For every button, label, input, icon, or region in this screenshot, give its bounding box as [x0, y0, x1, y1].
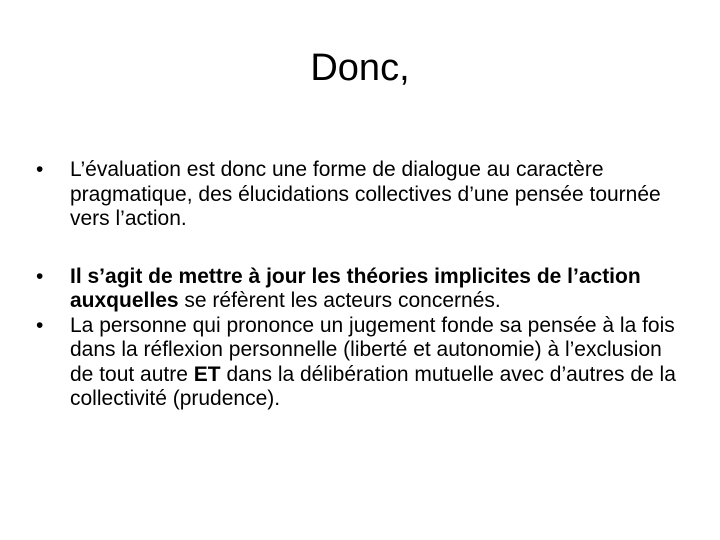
bullet-marker: •: [36, 264, 44, 288]
bullet-text: L’évaluation est donc une forme de dialogue au caractère pragmatique, des élucidations collectives d’une pensée tournée vers l’action.: [70, 158, 661, 230]
bullet-item-3: [36, 314, 676, 412]
bullet-marker: •: [36, 313, 44, 337]
bullet-bold-text: Il s’agit de mettre à jour les théories implicites de l’action auxquelles: [70, 264, 641, 312]
slide-body: [36, 158, 676, 412]
bullet-bold-text: ET: [193, 362, 221, 386]
bullet-text: se réfèrent les acteurs concernés.: [178, 289, 501, 312]
bullet-marker: •: [36, 158, 44, 181]
bullet-text: dans la délibération mutuelle avec d’autres de la collectivité (prudence).: [70, 362, 676, 410]
bullet-item-2: [36, 265, 676, 314]
bullet-text: La personne qui prononce un jugement fonde sa pensée à la fois dans la réflexion personnelle (liberté et autonomie) à l’exclusion de tout autre: [70, 313, 675, 386]
slide-title: Donc,: [310, 47, 410, 89]
bullet-item-1: [36, 158, 676, 232]
